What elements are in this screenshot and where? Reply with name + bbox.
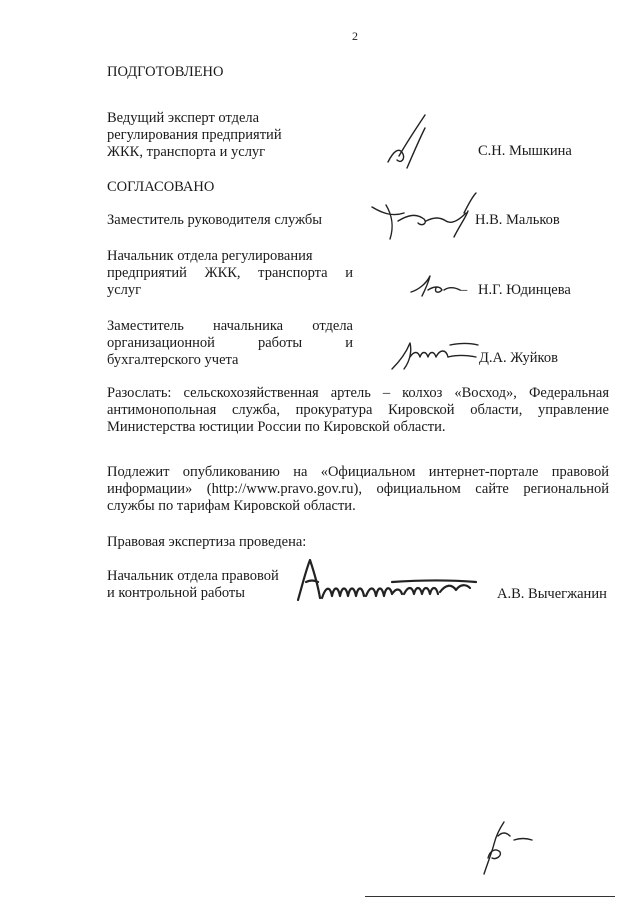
- publication-line: Подлежит опубликованию на «Официальном интернет-портале правовой: [107, 464, 609, 480]
- agreed-heading: СОГЛАСОВАНО: [107, 179, 215, 195]
- legal-review-position-line: и контрольной работы: [107, 585, 245, 601]
- distribution-line: антимонопольная служба, прокуратура Кировской области, управление: [107, 402, 609, 418]
- signatory-1-position: Заместитель руководителя службы: [107, 212, 323, 228]
- signature-malkov: [368, 183, 478, 255]
- distribution-line: Разослать: сельскохозяйственная артель – колхоз «Восход», Федеральная: [107, 385, 609, 401]
- distribution-line: Министерства юстиции России по Кировской области.: [107, 419, 446, 435]
- prepared-position: [107, 110, 317, 161]
- legal-review-name: А.В. Вычегжанин: [497, 586, 607, 602]
- signatory-2-dash: –: [460, 282, 468, 298]
- signatory-3-position-line: Заместитель начальника отдела: [107, 318, 353, 334]
- page-number: 2: [352, 29, 358, 43]
- distribution-paragraph: [107, 385, 609, 436]
- legal-review-position-line: Начальник отдела правовой: [107, 568, 279, 584]
- prepared-heading: ПОДГОТОВЛЕНО: [107, 64, 224, 80]
- signatory-2-name: Н.Г. Юдинцева: [478, 282, 571, 298]
- signatory-3-position-line: бухгалтерского учета: [107, 352, 239, 368]
- signatory-3-position-line: организационной работы и: [107, 335, 353, 351]
- signatory-2-position-line: услуг: [107, 282, 142, 298]
- signatory-1-name: Н.В. Мальков: [475, 212, 560, 228]
- publication-line: службы по тарифам Кировской области.: [107, 498, 356, 514]
- publication-paragraph: [107, 464, 609, 515]
- prepared-position-line: Ведущий эксперт отдела: [107, 110, 260, 126]
- initials-mark: [478, 818, 538, 880]
- signatory-3-position: [107, 318, 353, 369]
- prepared-name: С.Н. Мышкина: [478, 143, 572, 159]
- bottom-rule: [365, 896, 615, 897]
- signature-yudintseva: [408, 272, 468, 300]
- legal-review-statement: Правовая экспертиза проведена:: [107, 534, 307, 550]
- signature-myshkina: [385, 112, 435, 174]
- signatory-2-position-line: предприятий ЖКК, транспорта и: [107, 265, 353, 281]
- signatory-2-position-line: Начальник отдела регулирования: [107, 248, 313, 264]
- signatory-3-name: Д.А. Жуйков: [479, 350, 558, 366]
- prepared-position-line: регулирования предприятий: [107, 127, 282, 143]
- prepared-position-line: ЖКК, транспорта и услуг: [107, 144, 266, 160]
- legal-review-position: [107, 568, 307, 602]
- signatory-2-position: [107, 248, 353, 299]
- publication-line: информации» (http://www.pravo.gov.ru), официальном сайте региональной: [107, 481, 609, 497]
- signature-zhuykov: [390, 335, 482, 375]
- signature-vychegzhanin: [292, 556, 482, 604]
